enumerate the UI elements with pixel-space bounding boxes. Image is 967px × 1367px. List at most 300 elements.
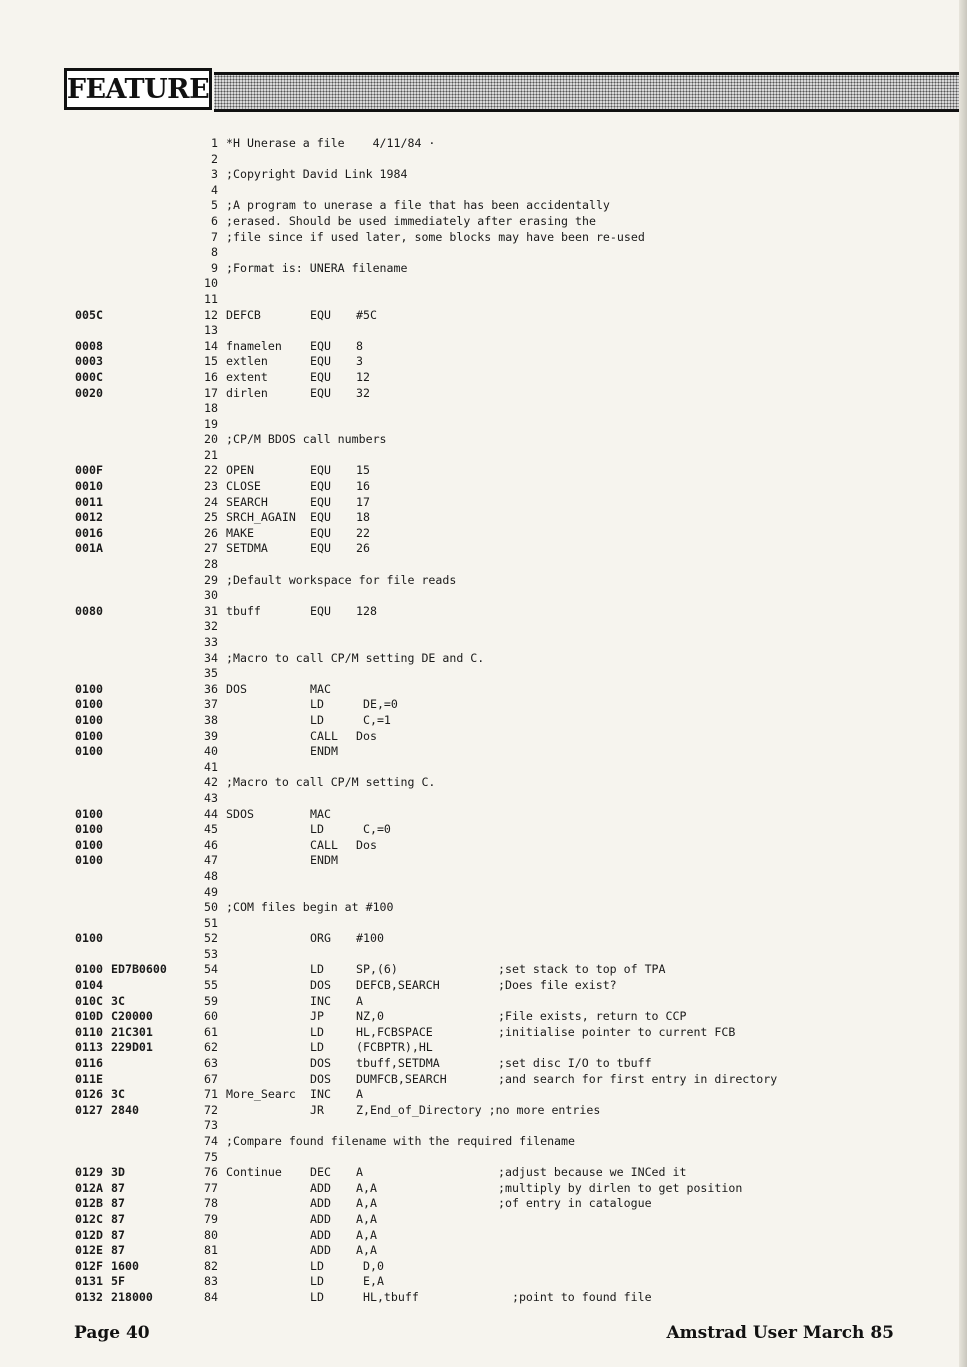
line-number: 80 (204, 1227, 218, 1242)
line-number: 22 (204, 463, 218, 478)
line-number: 30 (204, 588, 218, 603)
line-number: 19 (204, 416, 218, 431)
comment-line: ;file since if used later, some blocks may have been re-used (226, 229, 645, 244)
listing-line (0, 697, 967, 713)
comment-line: ;A program to unerase a file that has been accidentally (226, 198, 610, 213)
address: 0129 (75, 1165, 103, 1180)
line-number: 9 (211, 260, 218, 275)
operand: A,A (356, 1211, 377, 1226)
listing-line (0, 1009, 967, 1025)
mnemonic: EQU (310, 463, 331, 478)
line-number: 38 (204, 712, 218, 727)
comment: ;set stack to top of TPA (498, 962, 666, 977)
page-footer (0, 1319, 967, 1349)
line-number: 6 (211, 213, 218, 228)
address: 0104 (75, 978, 103, 993)
mnemonic: EQU (310, 479, 331, 494)
line-number: 72 (204, 1102, 218, 1117)
mnemonic: DEC (310, 1165, 331, 1180)
mnemonic: EQU (310, 354, 331, 369)
listing-line (0, 245, 967, 261)
line-number: 14 (204, 338, 218, 353)
listing-line (0, 339, 967, 355)
line-number: 4 (211, 182, 218, 197)
address: 0100 (75, 931, 103, 946)
line-number: 44 (204, 806, 218, 821)
line-number: 84 (204, 1289, 218, 1304)
comment-line: ;CP/M BDOS call numbers (226, 432, 387, 447)
listing-line (0, 1243, 967, 1259)
line-number: 3 (211, 167, 218, 182)
line-number: 45 (204, 822, 218, 837)
mnemonic: ORG (310, 931, 331, 946)
line-number: 17 (204, 385, 218, 400)
operand: A (356, 1087, 363, 1102)
comment-line: ;Compare found filename with the required filename (226, 1134, 576, 1148)
address: 012F (75, 1258, 103, 1273)
line-number: 59 (204, 993, 218, 1008)
feature-label: FEATURE (66, 73, 210, 105)
mnemonic: DOS (310, 1071, 331, 1086)
address: 0100 (75, 744, 103, 759)
mnemonic: EQU (310, 307, 331, 322)
address: 012B (75, 1196, 103, 1211)
operand: DUMFCB,SEARCH (356, 1071, 447, 1086)
header-halftone-band (214, 72, 967, 112)
address: 0020 (75, 385, 103, 400)
listing-line (0, 401, 967, 417)
label: Continue (226, 1165, 282, 1180)
listing-line (0, 744, 967, 760)
address: 011E (75, 1071, 103, 1086)
mnemonic: LD (310, 1040, 324, 1055)
address: 012D (75, 1227, 103, 1242)
comment-line: ;Macro to call CP/M setting C. (226, 775, 436, 790)
comment: ;Does file exist? (498, 978, 617, 993)
line-number: 11 (204, 291, 218, 306)
line-number: 24 (204, 494, 218, 509)
line-number: 16 (204, 369, 218, 384)
line-number: 41 (204, 759, 218, 774)
listing-line (0, 1134, 967, 1150)
line-number: 76 (204, 1165, 218, 1180)
comment: ;adjust because we INCed it (498, 1165, 687, 1180)
operand: 12 (356, 369, 370, 384)
listing-line (0, 495, 967, 511)
listing-line (0, 1196, 967, 1212)
label: SETDMA (226, 541, 268, 556)
listing-line (0, 167, 967, 183)
label: MAKE (226, 525, 254, 540)
object-code: 21C301 (111, 1024, 153, 1039)
listing-line (0, 308, 967, 324)
mnemonic: LD (310, 822, 324, 837)
object-code: 2840 (111, 1102, 139, 1117)
mnemonic: DOS (310, 1056, 331, 1071)
mnemonic: ADD (310, 1243, 331, 1258)
operand: DEFCB,SEARCH (356, 978, 440, 993)
listing-line (0, 230, 967, 246)
mnemonic: MAC (310, 681, 331, 696)
listing-line (0, 962, 967, 978)
line-number: 32 (204, 619, 218, 634)
address: 0012 (75, 510, 103, 525)
operand: (FCBPTR),HL (356, 1040, 433, 1055)
operand: C,=1 (356, 712, 391, 727)
line-number: 63 (204, 1056, 218, 1071)
line-number: 83 (204, 1274, 218, 1289)
operand: A,A (356, 1196, 377, 1211)
operand: 3 (356, 354, 363, 369)
comment: ;File exists, return to CCP (498, 1009, 687, 1024)
line-number: 74 (204, 1134, 218, 1148)
operand: 18 (356, 510, 370, 525)
label: extent (226, 369, 268, 384)
line-number: 37 (204, 697, 218, 712)
object-code: ED7B0600 (111, 962, 167, 977)
line-number: 62 (204, 1040, 218, 1055)
mnemonic: EQU (310, 338, 331, 353)
comment: ;set disc I/O to tbuff (498, 1056, 652, 1071)
listing-line (0, 869, 967, 885)
comment: ;and search for first entry in directory (498, 1071, 778, 1086)
address: 000F (75, 463, 103, 478)
listing-line (0, 1165, 967, 1181)
address: 012E (75, 1243, 103, 1258)
mnemonic: JR (310, 1102, 324, 1117)
object-code: 218000 (111, 1289, 153, 1304)
line-number: 31 (204, 603, 218, 618)
line-number: 39 (204, 728, 218, 743)
mnemonic: JP (310, 1009, 324, 1024)
line-number: 43 (204, 790, 218, 805)
listing-line (0, 1072, 967, 1088)
object-code: 87 (111, 1227, 125, 1242)
listing-line (0, 1103, 967, 1119)
line-number: 50 (204, 900, 218, 915)
listing-line (0, 292, 967, 308)
label: extlen (226, 354, 268, 369)
line-number: 25 (204, 510, 218, 525)
mnemonic: ADD (310, 1196, 331, 1211)
mnemonic: EQU (310, 494, 331, 509)
line-number: 42 (204, 775, 218, 790)
mnemonic: CALL (310, 728, 338, 743)
address: 0100 (75, 962, 103, 977)
object-code: 1600 (111, 1258, 139, 1273)
line-number: 10 (204, 276, 218, 291)
object-code: 87 (111, 1243, 125, 1258)
line-number: 27 (204, 541, 218, 556)
listing-line (0, 931, 967, 947)
listing-line (0, 619, 967, 635)
operand: E,A (356, 1274, 384, 1289)
operand: Z,End_of_Directory ;no more entries (356, 1102, 601, 1117)
operand: #100 (356, 931, 384, 946)
address: 0100 (75, 712, 103, 727)
operand: 8 (356, 338, 363, 353)
operand: 17 (356, 494, 370, 509)
line-number: 18 (204, 401, 218, 416)
address: 0003 (75, 354, 103, 369)
mnemonic: LD (310, 697, 324, 712)
listing-line (0, 791, 967, 807)
section-header (64, 68, 967, 114)
listing-line (0, 276, 967, 292)
mnemonic: EQU (310, 385, 331, 400)
operand: A,A (356, 1180, 377, 1195)
line-number: 29 (204, 572, 218, 587)
listing-line (0, 822, 967, 838)
mnemonic: EQU (310, 525, 331, 540)
address: 0100 (75, 681, 103, 696)
assembly-listing (0, 136, 967, 1306)
address: 001A (75, 541, 103, 556)
address: 012C (75, 1211, 103, 1226)
comment-line: ;Copyright David Link 1984 (226, 167, 408, 182)
object-code: C20000 (111, 1009, 153, 1024)
listing-line (0, 682, 967, 698)
listing-line (0, 261, 967, 277)
comment: ;initialise pointer to current FCB (498, 1024, 736, 1039)
comment-line: ;erased. Should be used immediately after erasing the (226, 213, 596, 228)
page-number: Page 40 (74, 1323, 150, 1343)
operand: A,A (356, 1243, 377, 1258)
label: SEARCH (226, 494, 268, 509)
operand: HL,FCBSPACE (356, 1024, 433, 1039)
label: CLOSE (226, 479, 261, 494)
line-number: 20 (204, 432, 218, 447)
listing-line (0, 1274, 967, 1290)
line-number: 46 (204, 837, 218, 852)
operand: Dos (356, 837, 377, 852)
line-number: 54 (204, 962, 218, 977)
listing-line (0, 713, 967, 729)
line-number: 8 (211, 245, 218, 260)
label: SRCH_AGAIN (226, 510, 296, 525)
object-code: 3D (111, 1165, 125, 1180)
listing-line (0, 183, 967, 199)
line-number: 36 (204, 681, 218, 696)
listing-line (0, 807, 967, 823)
operand: DE,=0 (356, 697, 398, 712)
object-code: 3C (111, 993, 125, 1008)
mnemonic: ADD (310, 1211, 331, 1226)
feature-label-box (64, 68, 212, 110)
mnemonic: CALL (310, 837, 338, 852)
address: 0113 (75, 1040, 103, 1055)
comment-line: ;Format is: UNERA filename (226, 260, 408, 275)
address: 0011 (75, 494, 103, 509)
operand: 128 (356, 603, 377, 618)
mnemonic: DOS (310, 978, 331, 993)
operand: tbuff,SETDMA (356, 1056, 440, 1071)
line-number: 82 (204, 1258, 218, 1273)
label: fnamelen (226, 338, 282, 353)
line-number: 33 (204, 635, 218, 649)
listing-line (0, 947, 967, 963)
listing-line (0, 1025, 967, 1041)
listing-line (0, 588, 967, 604)
listing-line (0, 1181, 967, 1197)
listing-line (0, 1228, 967, 1244)
listing-line (0, 479, 967, 495)
listing-line (0, 354, 967, 370)
line-number: 53 (204, 946, 218, 961)
listing-line (0, 994, 967, 1010)
line-number: 40 (204, 744, 218, 759)
address: 0132 (75, 1289, 103, 1304)
line-number: 79 (204, 1211, 218, 1226)
mnemonic: ENDM (310, 853, 338, 868)
listing-line (0, 417, 967, 433)
address: 0008 (75, 338, 103, 353)
line-number: 35 (204, 666, 218, 681)
line-number: 7 (211, 229, 218, 244)
listing-line (0, 214, 967, 230)
operand: 22 (356, 525, 370, 540)
listing-line (0, 1040, 967, 1056)
comment-line: *H Unerase a file 4/11/84 · (226, 136, 436, 150)
operand: SP,(6) (356, 962, 398, 977)
listing-line (0, 510, 967, 526)
listing-line (0, 1212, 967, 1228)
listing-line (0, 853, 967, 869)
listing-line (0, 432, 967, 448)
line-number: 71 (204, 1087, 218, 1102)
line-number: 55 (204, 978, 218, 993)
listing-line (0, 775, 967, 791)
mnemonic: MAC (310, 806, 331, 821)
line-number: 75 (204, 1149, 218, 1164)
mnemonic: LD (310, 712, 324, 727)
operand: 16 (356, 479, 370, 494)
line-number: 23 (204, 479, 218, 494)
comment: ;point to found file (498, 1289, 652, 1304)
label: DEFCB (226, 307, 261, 322)
operand: Dos (356, 728, 377, 743)
line-number: 52 (204, 931, 218, 946)
address: 0110 (75, 1024, 103, 1039)
listing-line (0, 1056, 967, 1072)
mnemonic: EQU (310, 369, 331, 384)
listing-line (0, 1150, 967, 1166)
comment-line: ;Macro to call CP/M setting DE and C. (226, 650, 485, 665)
operand: #5C (356, 307, 377, 322)
listing-line (0, 136, 967, 152)
listing-line (0, 557, 967, 573)
line-number: 77 (204, 1180, 218, 1195)
address: 0016 (75, 525, 103, 540)
mnemonic: EQU (310, 541, 331, 556)
mnemonic: LD (310, 1289, 324, 1304)
address: 0100 (75, 837, 103, 852)
listing-line (0, 1290, 967, 1306)
listing-line (0, 386, 967, 402)
mnemonic: LD (310, 1274, 324, 1289)
mnemonic: ADD (310, 1227, 331, 1242)
listing-line (0, 1087, 967, 1103)
object-code: 5F (111, 1274, 125, 1289)
line-number: 21 (204, 447, 218, 462)
address: 0080 (75, 603, 103, 618)
line-number: 1 (211, 136, 218, 150)
address: 0100 (75, 728, 103, 743)
operand: 32 (356, 385, 370, 400)
comment: ;of entry in catalogue (498, 1196, 652, 1211)
page-edge-shadow (959, 0, 967, 1367)
address: 005C (75, 307, 103, 322)
comment: ;multiply by dirlen to get position (498, 1180, 743, 1195)
line-number: 67 (204, 1071, 218, 1086)
label: OPEN (226, 463, 254, 478)
listing-line (0, 152, 967, 168)
mnemonic: INC (310, 1087, 331, 1102)
line-number: 49 (204, 884, 218, 899)
address: 0131 (75, 1274, 103, 1289)
comment-line: ;COM files begin at #100 (226, 900, 394, 915)
listing-line (0, 604, 967, 620)
object-code: 87 (111, 1180, 125, 1195)
listing-line (0, 1259, 967, 1275)
listing-line (0, 370, 967, 386)
address: 0127 (75, 1102, 103, 1117)
address: 012A (75, 1180, 103, 1195)
address: 010D (75, 1009, 103, 1024)
listing-line (0, 666, 967, 682)
line-number: 15 (204, 354, 218, 369)
comment-line: ;Default workspace for file reads (226, 572, 457, 587)
operand: NZ,0 (356, 1009, 384, 1024)
label: dirlen (226, 385, 268, 400)
listing-line (0, 573, 967, 589)
mnemonic: ENDM (310, 744, 338, 759)
line-number: 47 (204, 853, 218, 868)
line-number: 61 (204, 1024, 218, 1039)
listing-line (0, 885, 967, 901)
address: 0100 (75, 697, 103, 712)
line-number: 26 (204, 525, 218, 540)
line-number: 60 (204, 1009, 218, 1024)
object-code: 229D01 (111, 1040, 153, 1055)
line-number: 12 (204, 307, 218, 322)
address: 0100 (75, 822, 103, 837)
listing-line (0, 526, 967, 542)
address: 0126 (75, 1087, 103, 1102)
issue-line: Amstrad User March 85 (666, 1323, 894, 1343)
operand: A,A (356, 1227, 377, 1242)
address: 0010 (75, 479, 103, 494)
listing-line (0, 760, 967, 776)
mnemonic: LD (310, 1024, 324, 1039)
listing-line (0, 978, 967, 994)
line-number: 28 (204, 557, 218, 572)
operand: C,=0 (356, 822, 391, 837)
address: 010C (75, 993, 103, 1008)
object-code: 3C (111, 1087, 125, 1102)
listing-line (0, 651, 967, 667)
object-code: 87 (111, 1196, 125, 1211)
mnemonic: ADD (310, 1180, 331, 1195)
label: More_Searc (226, 1087, 296, 1102)
line-number: 34 (204, 650, 218, 665)
listing-line (0, 916, 967, 932)
listing-line (0, 463, 967, 479)
operand: D,0 (356, 1258, 384, 1273)
address: 000C (75, 369, 103, 384)
address: 0116 (75, 1056, 103, 1071)
listing-line (0, 635, 967, 651)
